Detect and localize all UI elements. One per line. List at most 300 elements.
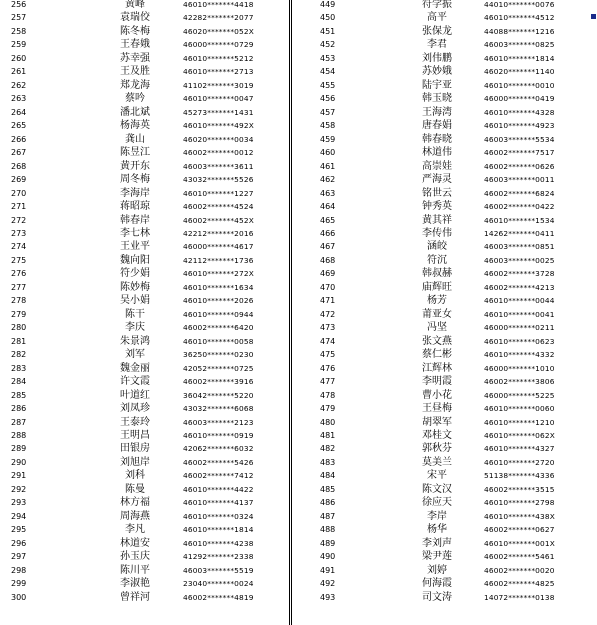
person-name: 陈文汉: [422, 483, 452, 495]
roster-row: [292, 389, 589, 402]
roster-row: [0, 348, 290, 361]
roster-row: [0, 456, 290, 469]
row-number: 460: [320, 148, 336, 158]
person-name: 陈妙梅: [120, 281, 150, 293]
masked-id-number: 46002*******0422: [484, 202, 555, 212]
row-number: 266: [11, 134, 27, 144]
roster-row: [0, 11, 290, 24]
roster-row: [292, 214, 589, 227]
person-name: 庙辉旺: [422, 281, 452, 293]
roster-row: [0, 119, 290, 132]
row-number: 296: [11, 538, 27, 548]
person-name: 陈昱江: [120, 147, 150, 159]
person-name: 王海湾: [422, 106, 452, 118]
roster-row: [0, 146, 290, 159]
person-name: 莫美兰: [422, 456, 452, 468]
person-name: 王业平: [120, 241, 150, 253]
masked-id-number: 46010*******1814: [183, 525, 254, 535]
masked-id-number: 46000*******0211: [484, 323, 555, 333]
roster-row: [292, 65, 589, 78]
masked-id-number: 42052*******0725: [183, 363, 254, 373]
row-number: 289: [11, 444, 27, 454]
masked-id-number: 46010*******0944: [183, 309, 254, 319]
roster-row: [0, 294, 290, 307]
person-name: 蒋昭琼: [120, 201, 150, 213]
masked-id-number: 46010*******001X: [484, 538, 555, 548]
masked-id-number: 46002*******4524: [183, 202, 254, 212]
row-number: 477: [320, 377, 336, 387]
roster-row: [292, 442, 589, 455]
person-name: 刘婷: [427, 564, 447, 576]
roster-row: [0, 510, 290, 523]
masked-id-number: 46003*******0851: [484, 242, 555, 252]
roster-row: [292, 375, 589, 388]
person-name: 李岸: [427, 510, 447, 522]
masked-id-number: 41102*******3019: [183, 80, 254, 90]
row-number: 449: [320, 0, 336, 9]
roster-row: [0, 577, 290, 590]
row-number: 282: [11, 350, 27, 360]
roster-row: [292, 0, 589, 11]
masked-id-number: 46010*******0044: [484, 296, 555, 306]
row-number: 295: [11, 525, 27, 535]
roster-row: [292, 281, 589, 294]
row-number: 272: [11, 215, 27, 225]
roster-row: [292, 523, 589, 536]
person-name: 魏金丽: [120, 362, 150, 374]
masked-id-number: 46003*******2123: [183, 417, 254, 427]
roster-row: [0, 79, 290, 92]
masked-id-number: 46010*******4422: [183, 484, 254, 494]
masked-id-number: 46000*******0419: [484, 94, 555, 104]
person-name: 杨芳: [427, 295, 447, 307]
person-name: 朱景鸿: [120, 335, 150, 347]
row-number: 484: [320, 471, 336, 481]
person-name: 陈川平: [120, 564, 150, 576]
row-number: 284: [11, 377, 27, 387]
person-name: 潘北斌: [120, 106, 150, 118]
masked-id-number: 46010*******0010: [484, 80, 555, 90]
masked-id-number: 46002*******4825: [484, 579, 555, 589]
roster-row: [292, 160, 589, 173]
masked-id-number: 46010*******1634: [183, 282, 254, 292]
roster-row: [292, 537, 589, 550]
row-number: 456: [320, 94, 336, 104]
row-number: 262: [11, 80, 27, 90]
person-name: 王及胜: [120, 66, 150, 78]
row-number: 286: [11, 404, 27, 414]
masked-id-number: 14262*******0411: [484, 228, 555, 238]
roster-row: [0, 281, 290, 294]
row-number: 297: [11, 552, 27, 562]
person-name: 胡翠军: [422, 416, 452, 428]
row-number: 258: [11, 26, 27, 36]
person-name: 邓桂文: [422, 430, 452, 441]
masked-id-number: 46002*******3515: [484, 484, 555, 494]
person-name: 蔡吟: [125, 93, 145, 105]
masked-id-number: 46010*******4923: [484, 121, 555, 131]
masked-id-number: 43032*******6068: [183, 404, 254, 414]
row-number: 271: [11, 202, 27, 212]
roster-row: [292, 106, 589, 119]
roster-row: [0, 0, 290, 11]
roster-row: [0, 416, 290, 429]
roster-row: [0, 375, 290, 388]
roster-row: [292, 119, 589, 132]
masked-id-number: 46003*******0825: [484, 40, 555, 50]
row-number: 457: [320, 107, 336, 117]
roster-row: [292, 577, 589, 590]
masked-id-number: 46020*******1140: [484, 67, 555, 77]
person-name: 韩春岸: [120, 214, 150, 226]
row-number: 479: [320, 404, 336, 414]
masked-id-number: 46002*******6824: [484, 188, 555, 198]
person-name: 韩春晓: [422, 133, 452, 145]
person-name: 林道安: [120, 537, 150, 549]
row-number: 491: [320, 565, 336, 575]
masked-id-number: 46003*******3611: [183, 161, 254, 171]
row-number: 467: [320, 242, 336, 252]
person-name: 吴小娟: [120, 295, 150, 307]
masked-id-number: 45273*******1431: [183, 107, 254, 117]
masked-id-number: 43032*******5526: [183, 175, 254, 185]
roster-row: [292, 591, 589, 604]
roster-row: [0, 550, 290, 563]
roster-row: [0, 564, 290, 577]
person-name: 铭世云: [422, 187, 452, 199]
roster-row: [292, 146, 589, 159]
masked-id-number: 51138*******4336: [484, 471, 555, 481]
person-name: 韩玉晓: [422, 93, 452, 105]
person-name: 郑龙海: [120, 79, 150, 91]
masked-id-number: 46010*******4332: [484, 350, 555, 360]
roster-row: [292, 92, 589, 105]
person-name: 钟秀英: [422, 201, 452, 213]
roster-row: [292, 133, 589, 146]
masked-id-number: 46010*******1814: [484, 53, 555, 63]
row-number: 488: [320, 525, 336, 535]
row-number: 471: [320, 296, 336, 306]
masked-id-number: 46003*******5519: [183, 565, 254, 575]
row-number: 288: [11, 431, 27, 440]
row-number: 487: [320, 511, 336, 521]
person-name: 孙玉庆: [120, 551, 150, 563]
masked-id-number: 46010*******0060: [484, 404, 555, 414]
row-number: 476: [320, 363, 336, 373]
person-name: 郭秋芬: [422, 443, 452, 455]
roster-row: [292, 25, 589, 38]
person-name: 王春娥: [120, 39, 150, 51]
person-name: 叶道红: [120, 389, 150, 401]
masked-id-number: 46010*******0041: [484, 309, 555, 319]
person-name: 唐春娟: [422, 120, 452, 132]
row-number: 463: [320, 188, 336, 198]
person-name: 王泰玲: [120, 416, 150, 428]
masked-id-number: 42212*******2016: [183, 228, 254, 238]
masked-id-number: 46010*******2026: [183, 296, 254, 306]
roster-row: [0, 523, 290, 536]
roster-row: [0, 214, 290, 227]
person-name: 黄其祥: [422, 214, 452, 226]
row-number: 490: [320, 552, 336, 562]
roster-row: [0, 106, 290, 119]
masked-id-number: 46002*******0626: [484, 161, 555, 171]
masked-id-number: 46010*******2720: [484, 457, 555, 467]
row-number: 300: [11, 592, 27, 602]
person-name: 苏幸强: [120, 52, 150, 64]
roster-row: [292, 187, 589, 200]
roster-row: [0, 173, 290, 186]
roster-row: [292, 173, 589, 186]
masked-id-number: 46003*******0011: [484, 175, 555, 185]
row-number: 267: [11, 148, 27, 158]
masked-id-number: 46002*******3806: [484, 377, 555, 387]
row-number: 274: [11, 242, 27, 252]
person-name: 杨华: [427, 524, 447, 536]
masked-id-number: 46020*******052X: [183, 26, 254, 36]
row-number: 290: [11, 457, 27, 467]
roster-row: [292, 52, 589, 65]
masked-id-number: 44010*******0076: [484, 0, 555, 9]
row-number: 452: [320, 40, 336, 50]
roster-row: [0, 537, 290, 550]
roster-row: [0, 65, 290, 78]
masked-id-number: 46010*******0324: [183, 511, 254, 521]
roster-row: [292, 362, 589, 375]
person-name: 高平: [427, 12, 447, 24]
roster-row: [292, 294, 589, 307]
masked-id-number: 36042*******5220: [183, 390, 254, 400]
roster-row: [0, 362, 290, 375]
masked-id-number: 46003*******0025: [484, 255, 555, 265]
row-number: 453: [320, 53, 336, 63]
person-name: 符少娟: [120, 268, 150, 280]
masked-id-number: 46010*******1534: [484, 215, 555, 225]
roster-row: [292, 483, 589, 496]
person-name: 李庆: [125, 322, 145, 334]
roster-row: [292, 510, 589, 523]
masked-id-number: 46010*******4418: [183, 0, 254, 9]
person-name: 刘凤珍: [120, 403, 150, 415]
person-name: 曾祥河: [120, 591, 150, 603]
row-number: 260: [11, 53, 27, 63]
roster-row: [292, 254, 589, 267]
masked-id-number: 46010*******4238: [183, 538, 254, 548]
roster-row: [0, 496, 290, 509]
roster-row: [0, 442, 290, 455]
masked-id-number: 42112*******1736: [183, 255, 254, 265]
masked-id-number: 46010*******492X: [183, 121, 254, 131]
row-number: 481: [320, 431, 336, 440]
roster-row: [292, 564, 589, 577]
roster-row: [292, 429, 589, 442]
row-number: 273: [11, 228, 27, 238]
masked-id-number: 46010*******5212: [183, 53, 254, 63]
masked-id-number: 46002*******4819: [183, 592, 254, 602]
masked-id-number: 46010*******438X: [484, 511, 555, 521]
row-number: 293: [11, 498, 27, 508]
row-number: 462: [320, 175, 336, 185]
masked-id-number: 46002*******4213: [484, 282, 555, 292]
row-number: 468: [320, 255, 336, 265]
person-name: 李凡: [125, 524, 145, 536]
person-name: 陈曼: [125, 483, 145, 495]
person-name: 周海燕: [120, 510, 150, 522]
person-name: 徐应天: [422, 497, 452, 509]
masked-id-number: 46010*******4137: [183, 498, 254, 508]
masked-id-number: 46002*******0627: [484, 525, 555, 535]
person-name: 龚山: [125, 133, 145, 145]
row-number: 269: [11, 175, 27, 185]
row-number: 276: [11, 269, 27, 279]
masked-id-number: 44088*******1216: [484, 26, 555, 36]
roster-row: [0, 483, 290, 496]
row-number: 485: [320, 484, 336, 494]
row-number: 299: [11, 579, 27, 589]
row-number: 489: [320, 538, 336, 548]
row-number: 492: [320, 579, 336, 589]
roster-row: [292, 321, 589, 334]
row-number: 268: [11, 161, 27, 171]
roster-row: [292, 348, 589, 361]
roster-row: [292, 416, 589, 429]
row-number: 265: [11, 121, 27, 131]
roster-row: [292, 267, 589, 280]
row-number: 486: [320, 498, 336, 508]
row-number: 259: [11, 40, 27, 50]
person-name: 陈干: [125, 308, 145, 320]
row-number: 483: [320, 457, 336, 467]
masked-id-number: 36250*******0230: [183, 350, 254, 360]
person-name: 黄开东: [120, 160, 150, 172]
masked-id-number: 46000*******0729: [183, 40, 254, 50]
row-number: 458: [320, 121, 336, 131]
roster-row: [292, 550, 589, 563]
roster-row: [0, 402, 290, 415]
person-name: 李海岸: [120, 187, 150, 199]
masked-id-number: 46010*******4512: [484, 13, 555, 23]
person-name: 冯坚: [427, 322, 447, 334]
roster-row: [0, 52, 290, 65]
row-number: 261: [11, 67, 27, 77]
roster-row: [292, 11, 589, 24]
person-name: 王明昌: [120, 430, 150, 441]
person-name: 宋平: [427, 470, 447, 482]
masked-id-number: 14072*******0138: [484, 592, 555, 602]
row-number: 454: [320, 67, 336, 77]
row-number: 466: [320, 228, 336, 238]
person-name: 李七林: [120, 227, 150, 239]
masked-id-number: 46000*******5225: [484, 390, 555, 400]
person-name: 张保龙: [422, 25, 452, 37]
person-name: 袁瑞佼: [120, 12, 150, 24]
person-name: 梁尹莲: [422, 551, 452, 563]
row-number: 455: [320, 80, 336, 90]
row-number: 257: [11, 13, 27, 23]
masked-id-number: 46010*******0047: [183, 94, 254, 104]
roster-row: [292, 200, 589, 213]
person-name: 符学振: [422, 0, 452, 10]
masked-id-number: 46002*******3728: [484, 269, 555, 279]
masked-id-number: 46002*******5426: [183, 457, 254, 467]
row-number: 278: [11, 296, 27, 306]
masked-id-number: 46002*******6420: [183, 323, 254, 333]
roster-row: [0, 335, 290, 348]
row-number: 270: [11, 188, 27, 198]
roster-row: [292, 402, 589, 415]
row-number: 480: [320, 417, 336, 427]
roster-row: [0, 38, 290, 51]
roster-row: [0, 321, 290, 334]
masked-id-number: 41292*******2338: [183, 552, 254, 562]
person-name: 王昼梅: [422, 403, 452, 415]
row-number: 450: [320, 13, 336, 23]
person-name: 林道伟: [422, 147, 452, 159]
roster-row: [292, 496, 589, 509]
row-number: 464: [320, 202, 336, 212]
row-number: 281: [11, 336, 27, 346]
masked-id-number: 46010*******0058: [183, 336, 254, 346]
person-name: 司文涛: [422, 591, 452, 603]
row-number: 279: [11, 309, 27, 319]
roster-row: [292, 227, 589, 240]
person-name: 曹小花: [422, 389, 452, 401]
row-number: 475: [320, 350, 336, 360]
person-name: 李刘声: [422, 537, 452, 549]
masked-id-number: 46002*******452X: [183, 215, 254, 225]
person-name: 严海灵: [422, 174, 452, 186]
roster-row: [0, 227, 290, 240]
row-number: 264: [11, 107, 27, 117]
person-name: 李明霞: [422, 376, 452, 388]
roster-row: [0, 267, 290, 280]
row-number: 470: [320, 282, 336, 292]
masked-id-number: 46002*******3916: [183, 377, 254, 387]
row-number: 256: [11, 0, 27, 9]
person-name: 李传伟: [422, 227, 452, 239]
person-name: 杨海英: [120, 120, 150, 132]
roster-row: [0, 133, 290, 146]
masked-id-number: 46010*******062X: [484, 431, 555, 440]
roster-row: [292, 335, 589, 348]
masked-id-number: 46002*******7412: [183, 471, 254, 481]
masked-id-number: 46002*******0012: [183, 148, 254, 158]
masked-id-number: 46010*******0919: [183, 431, 254, 440]
person-name: 蔡仁彬: [422, 349, 452, 361]
roster-row: [0, 429, 290, 442]
row-number: 283: [11, 363, 27, 373]
row-number: 277: [11, 282, 27, 292]
roster-row: [292, 79, 589, 92]
row-number: 465: [320, 215, 336, 225]
person-name: 田银房: [120, 443, 150, 455]
row-number: 298: [11, 565, 27, 575]
roster-row: [0, 187, 290, 200]
roster-column-left: [0, 0, 290, 604]
roster-row: [292, 469, 589, 482]
selection-handle[interactable]: [591, 14, 596, 19]
roster-row: [292, 38, 589, 51]
masked-id-number: 23040*******0024: [183, 579, 254, 589]
person-name: 何海霞: [422, 578, 452, 590]
roster-row: [292, 308, 589, 321]
person-name: 刘军: [125, 349, 145, 361]
masked-id-number: 46010*******4327: [484, 444, 555, 454]
person-name: 林方福: [120, 497, 150, 509]
roster-row: [292, 240, 589, 253]
masked-id-number: 46002*******7517: [484, 148, 555, 158]
person-name: 黄峰: [125, 0, 145, 10]
